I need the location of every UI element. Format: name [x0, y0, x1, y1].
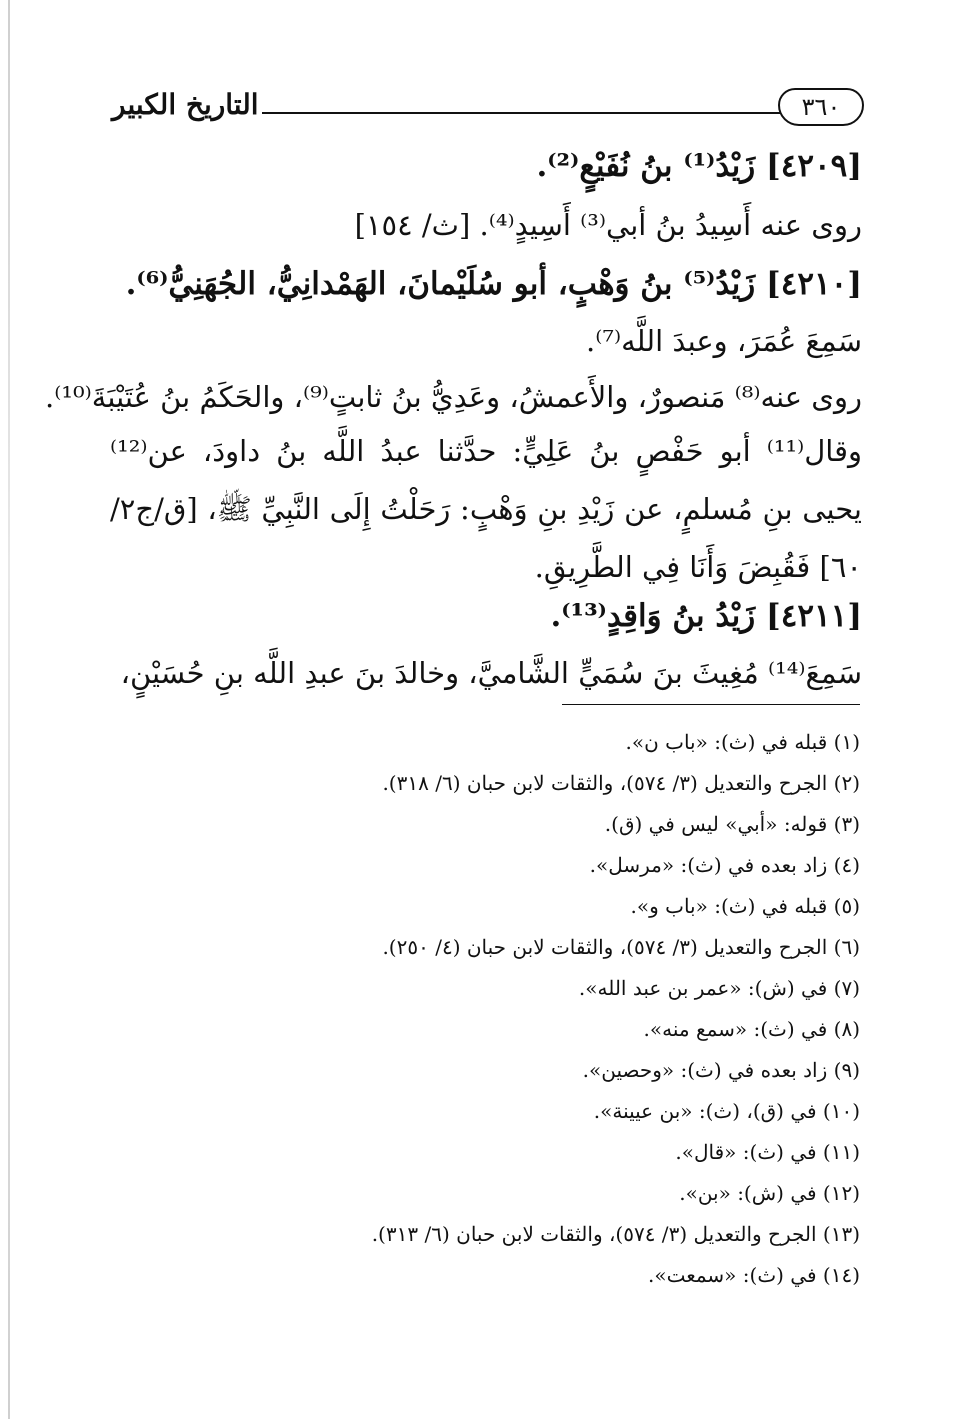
- footnote-6: (٦) الجرح والتعديل (٣/ ٥٧٤)، والثقات لابن حبان (٤/ ٢٥٠).: [382, 935, 860, 959]
- entry-4211-heading: [٤٢١١] زَيْدُ بنُ وَاقِدٍ⁽¹³⁾.: [550, 598, 862, 634]
- footnote-4: (٤) زاد بعده في (ث): «مرسل».: [589, 853, 860, 877]
- page-number: ٣٦٠: [778, 88, 864, 126]
- footnote-10: (١٠) في (ق)، (ث): «بن عيينة».: [593, 1099, 860, 1123]
- entry-4209-heading: [٤٢٠٩] زَيْدُ⁽¹⁾ بنُ نُفَيْعٍ⁽²⁾.: [536, 148, 862, 184]
- footnote-divider: [562, 704, 860, 705]
- entry-4211-text: سَمِعَ⁽¹⁴⁾ مُغِيثَ بنَ سُمَيٍّ الشَّاميَّ، وخالدَ بنَ عبدِ اللَّه بنِ حُسَيْنٍ،: [120, 656, 862, 690]
- entry-4209-text: روى عنه أَسِيدُ بنُ أبي⁽³⁾ أَسِيدٍ⁽⁴⁾. [ث/ ١٥٤]: [354, 208, 862, 242]
- entry-4210-heading: [٤٢١٠] زَيْدُ⁽⁵⁾ بنُ وَهْبٍ، أبو سُلَيْمانَ، الهَمْدانِيُّ، الجُهَنِيُّ⁽⁶⁾.: [125, 266, 862, 302]
- footnote-7: (٧) في (ش): «عمر بن عبد الله».: [578, 976, 860, 1000]
- page-header: [0, 84, 978, 134]
- entry-4210-narrators: روى عنه⁽⁸⁾ مَنصورٌ، والأَعمشُ، وعَدِيُّ بنُ ثابتٍ⁽⁹⁾، والحَكَمُ بنُ عُتَيْبَةَ⁽¹⁰⁾.: [45, 380, 862, 414]
- header-rule: [262, 112, 780, 114]
- footnote-13: (١٣) الجرح والتعديل (٣/ ٥٧٤)، والثقات لابن حبان (٦/ ٣١٣).: [371, 1222, 860, 1246]
- entry-4210-heard: سَمِعَ عُمَرَ، وعبدَ اللَّه⁽⁷⁾.: [585, 324, 862, 358]
- entry-4210-hadith: وقال⁽¹¹⁾ أبو حَفْصٍ بنُ عَلِيٍّ: حدَّثنا عبدُ اللَّه بنُ داودَ، عن⁽¹²⁾ يحيى بنِ مُسلمٍ، عن زَيْدِ بنِ وَهْبٍ: رَحَلْتُ إِلَى النَّبِيِّ ﷺ، [ق/ج٢/ ٦٠] فَقُبِضَ وَأَنَا فِي الطَّرِيقِ.: [110, 434, 862, 584]
- footnote-3: (٣) قوله: «أبي» ليس في (ق).: [604, 812, 860, 836]
- footnote-1: (١) قبله في (ث): «باب ن».: [625, 730, 860, 754]
- footnote-11: (١١) في (ث): «قال».: [675, 1140, 860, 1164]
- footnote-12: (١٢) في (ش): «بن».: [679, 1181, 860, 1205]
- footnote-14: (١٤) في (ث): «سمعت».: [647, 1263, 860, 1287]
- running-title: التاريخ الكبير: [112, 88, 259, 121]
- footnote-9: (٩) زاد بعده في (ث): «وحصين».: [582, 1058, 860, 1082]
- page-edge: [8, 0, 10, 1419]
- footnote-2: (٢) الجرح والتعديل (٣/ ٥٧٤)، والثقات لابن حبان (٦/ ٣١٨).: [382, 771, 860, 795]
- footnote-5: (٥) قبله في (ث): «باب و».: [630, 894, 860, 918]
- footnote-8: (٨) في (ث): «سمع منه».: [643, 1017, 860, 1041]
